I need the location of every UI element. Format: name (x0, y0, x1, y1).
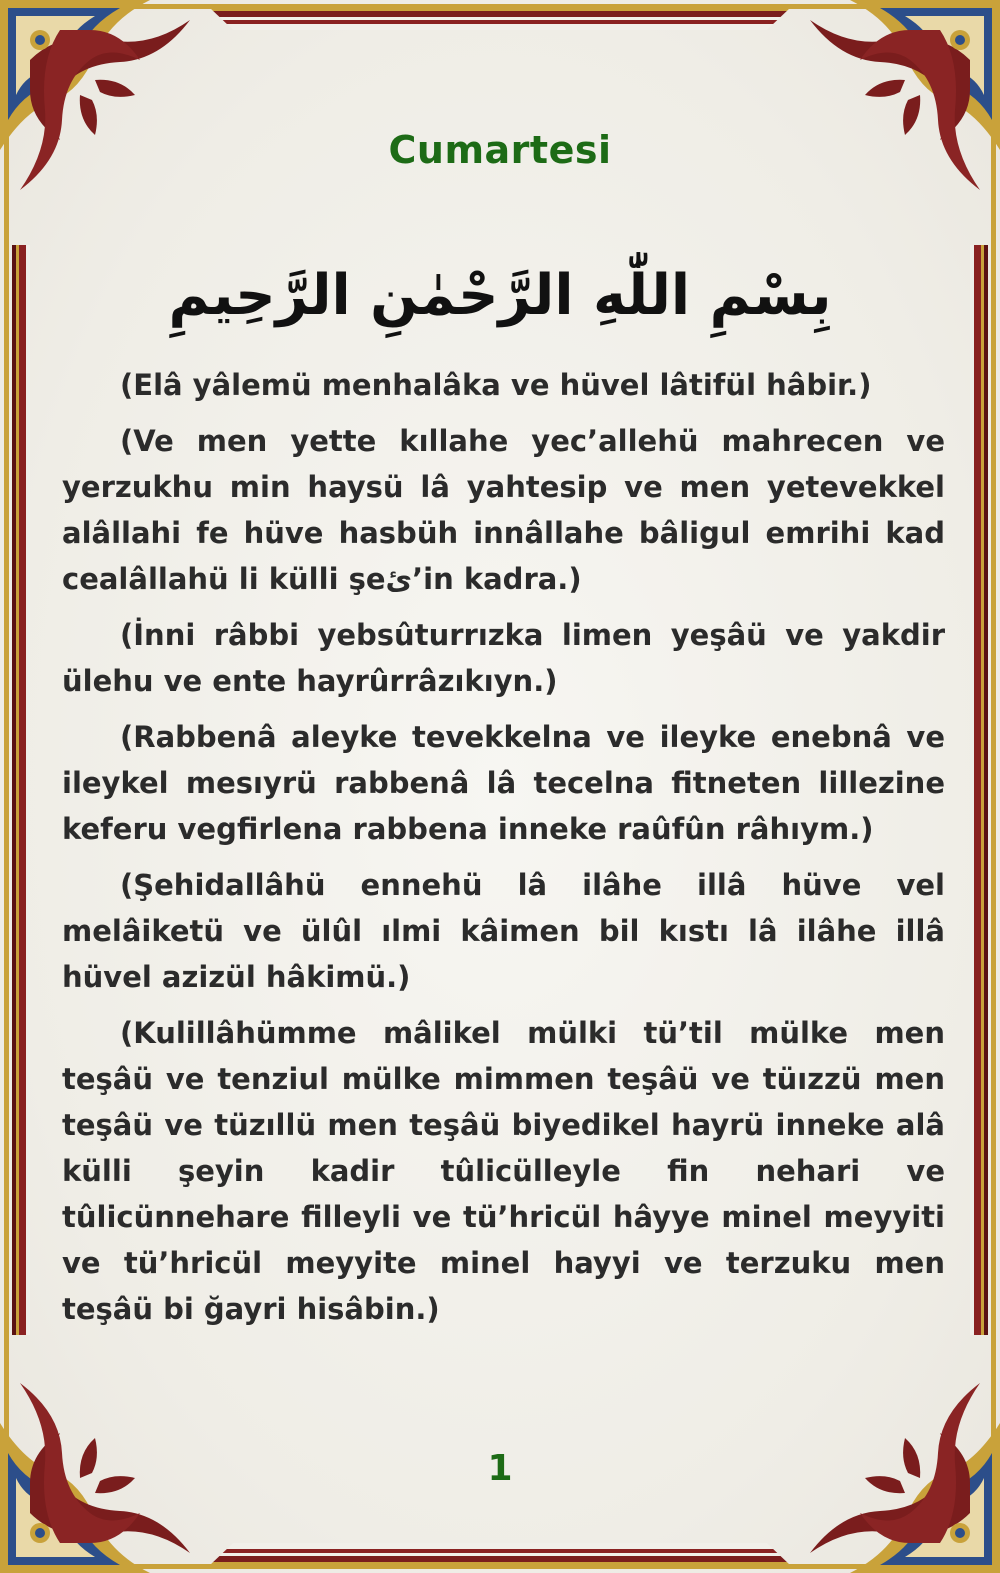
page-title: Cumartesi (388, 128, 612, 172)
paragraph: (Kulillâhümme mâlikel mülki tü’til mülke men teşâü ve tenziul mülke mimmen teşâü ve tüızzü men teşâü ve tüzıllü men teşâü biyedikel hayrü inneke alâ külli şeyin kadir tûlicülleyle fin nehari ve tûlicünnehare filleyli ve tü’hricül hâyye minel meyyiti ve tü’hricül meyyite minel hayyi ve terzuku men teşâü bi ğayri hisâbin.) (62, 1016, 945, 1326)
paragraph: (Ve men yette kıllahe yec’allehü mahrecen ve yerzukhu min haysü lâ yahtesip ve men yetevekkel alâllahi fe hüve hasbüh innâllahe bâligul emrihi kad cealâllahü li külli şeئ’in kadra.) (62, 424, 945, 596)
corner-ornament-top-right (760, 0, 1000, 240)
paragraph: (Şehidallâhü ennehü lâ ilâhe illâ hüve vel melâiketü ve ülûl ılmi kâimen bil kıstı lâ ilâhe illâ hüvel azizül hâkimü.) (62, 868, 945, 994)
corner-ornament-top-left (0, 0, 240, 240)
paragraph: (Rabbenâ aleyke tevekkelna ve ileyke enebnâ ve ileykel mesıyrü rabbenâ lâ tecelna fitneten lillezine keferu vegfirlena rabbena inneke raûfûn râhıym.) (62, 720, 945, 846)
bottom-border-rail (210, 1543, 790, 1565)
left-border-rail (12, 245, 30, 1335)
top-border-rail (210, 8, 790, 30)
paragraph: (İnni râbbi yebsûturrızka limen yeşâü ve yakdir ülehu ve ente hayrûrrâzıkıyn.) (62, 618, 945, 698)
page-number: 1 (487, 1448, 513, 1489)
basmala-calligraphy: بِسْمِ اللّٰهِ الرَّحْمٰنِ الرَّحِيمِ (168, 263, 832, 328)
paragraph: (Elâ yâlemü menhalâka ve hüvel lâtifül hâbir.) (120, 368, 872, 402)
right-border-rail (970, 245, 988, 1335)
prayer-text (62, 362, 945, 1342)
